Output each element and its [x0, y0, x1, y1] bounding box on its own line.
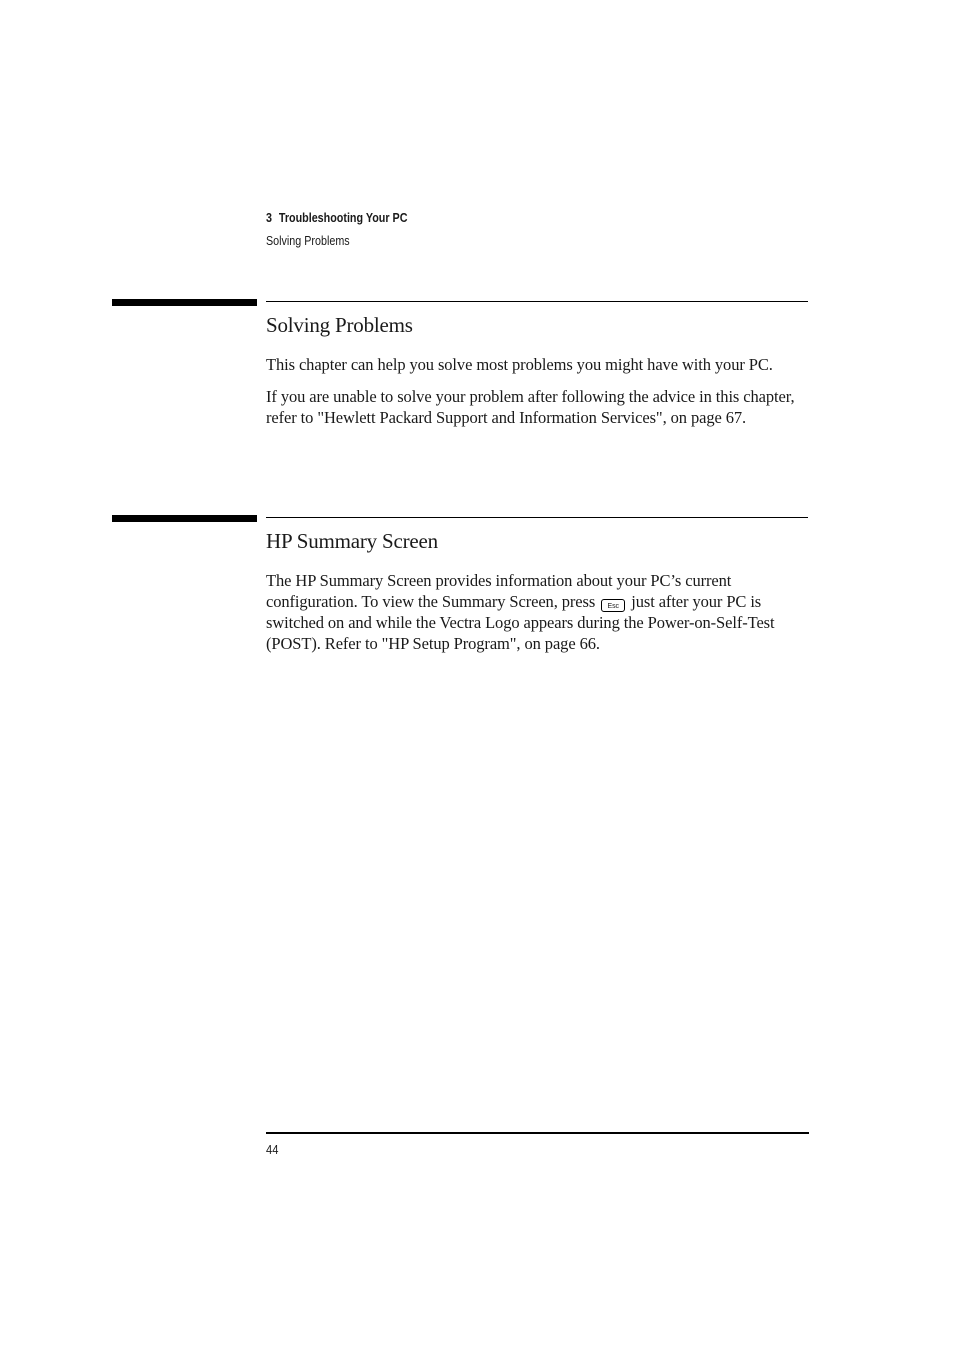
page-number: 44 — [266, 1142, 279, 1157]
section-divider — [266, 517, 808, 518]
paragraph — [266, 570, 811, 654]
chapter-title: Troubleshooting Your PC — [278, 211, 408, 225]
section-marker-bar — [112, 299, 257, 306]
esc-key-icon: Esc — [601, 599, 625, 612]
paragraph-text: The HP Summary Screen provides information about your PC’s current configuration. To view the Summary Screen, press — [266, 571, 732, 611]
chapter-heading — [266, 207, 407, 230]
section-title: Solving Problems — [266, 313, 413, 337]
running-header — [266, 207, 407, 253]
section-divider — [266, 301, 808, 302]
footer-divider — [266, 1132, 809, 1134]
paragraph: This chapter can help you solve most problems you might have with your PC. — [266, 355, 773, 374]
chapter-number: 3 — [266, 211, 272, 225]
running-section-title: Solving Problems — [266, 234, 350, 248]
paragraph-text: just after your PC is switched on and while the Vectra Logo appears during the Power-on-Self-Test (POST). Refer to "HP Setup Program", on page 66. — [266, 592, 775, 653]
paragraph: If you are unable to solve your problem after following the advice in this chapter, refer to "Hewlett Packard Support and Information Services", on page 67. — [266, 387, 795, 427]
section-hp-summary-screen — [266, 528, 811, 654]
section-marker-bar — [112, 515, 257, 522]
section-title: HP Summary Screen — [266, 529, 438, 553]
section-solving-problems — [266, 312, 811, 428]
